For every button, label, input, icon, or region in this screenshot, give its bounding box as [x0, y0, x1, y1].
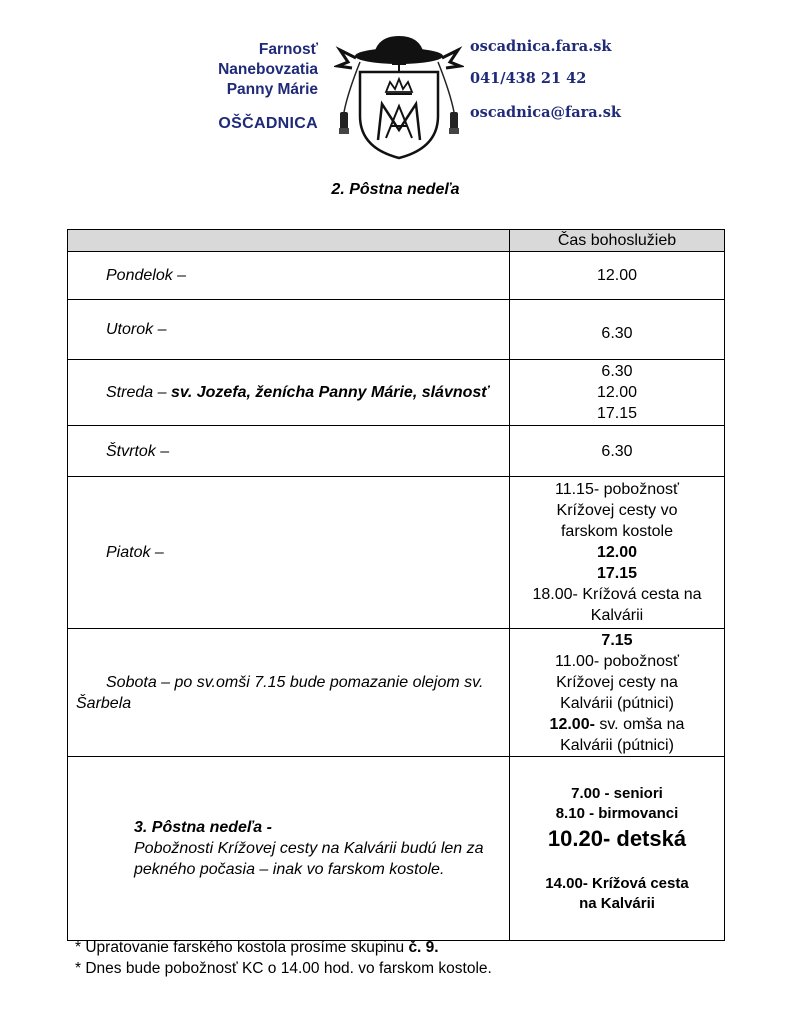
times-cell — [510, 757, 725, 941]
time-entry — [510, 714, 724, 735]
parish-name-line-1: Farnosť — [258, 41, 318, 58]
parish-contacts — [470, 38, 621, 122]
day-label: Streda – — [106, 384, 167, 401]
times-cell — [510, 300, 725, 360]
time-entry: Kalvárii (pútnici) — [560, 694, 674, 712]
times-cell — [510, 477, 725, 629]
day-cell: Piatok – — [68, 477, 510, 629]
time-entry: 12.00 — [596, 384, 638, 401]
sunday-note: Pobožnosti Krížovej cesty na Kalvárii budú len za pekného počasia – inak vo farskom kostole. — [134, 840, 484, 878]
time-entry: Krížovej cesty vo — [556, 502, 678, 519]
table-row — [68, 426, 725, 477]
time-entry: 14.00- Krížová cesta — [545, 874, 689, 892]
time-entry: 11.15- pobožnosť — [554, 481, 679, 498]
time-entry: 10.20- detská — [547, 825, 687, 851]
time-entry: farskom kostole — [560, 523, 674, 540]
times-cell — [510, 629, 725, 757]
day-cell: Utorok – — [68, 300, 510, 360]
footnotes — [75, 937, 492, 979]
day-cell: Štvrtok – — [68, 426, 510, 477]
footnote-text: * Upratovanie farského kostola prosíme skupinu — [75, 939, 409, 956]
parish-town: OŠČADNICA — [218, 115, 318, 132]
time-entry: 18.00- Krížová cesta na — [532, 586, 702, 603]
time-entry: 17.15 — [596, 565, 638, 582]
day-cell — [68, 360, 510, 426]
time-rest-part: sv. omša na — [594, 715, 685, 733]
feast-name: sv. Jozefa, ženícha Panny Márie, slávnosť — [170, 384, 489, 401]
parish-name — [150, 40, 318, 134]
phone-number: 041/438 21 42 — [470, 70, 587, 87]
parish-name-line-3: Panny Márie — [226, 81, 318, 98]
table-row — [68, 300, 725, 360]
time-entry: 12.00 — [596, 544, 638, 561]
table-row — [68, 360, 725, 426]
time-entry: 8.10 - birmovanci — [555, 804, 679, 822]
time-entry: 17.15 — [596, 405, 638, 422]
day-cell — [68, 757, 510, 941]
time-entry: Kalvárii (pútnici) — [560, 736, 674, 754]
day-cell: Sobota – po sv.omši 7.15 bude pomazanie olejom sv. Šarbela — [68, 629, 510, 757]
times-cell — [510, 426, 725, 477]
footnote-stations: * Dnes bude pobožnosť KC o 14.00 hod. vo farskom kostole. — [75, 960, 492, 977]
parish-name-line-2: Nanebovzatia — [218, 61, 318, 78]
time-entry: 11.00- pobožnosť — [554, 652, 679, 670]
page-title: 2. Pôstna nedeľa — [331, 181, 460, 198]
schedule-table — [67, 229, 725, 941]
header-cell-times: Čas bohoslužieb — [510, 230, 725, 252]
website-link[interactable]: oscadnica.fara.sk — [470, 38, 612, 55]
time-entry: 6.30 — [601, 363, 633, 380]
times-cell — [510, 252, 725, 300]
time-entry: 7.15 — [601, 631, 633, 649]
time-entry: na Kalvárii — [579, 894, 655, 912]
times-cell — [510, 360, 725, 426]
parish-coat-of-arms-icon — [334, 32, 464, 162]
day-cell: Pondelok – — [68, 252, 510, 300]
group-number: č. 9. — [408, 939, 439, 956]
table-row — [68, 477, 725, 629]
footnote-cleaning — [75, 937, 492, 958]
time-bold-part: 12.00- — [549, 715, 595, 733]
time-entry: 12.00 — [596, 267, 638, 284]
table-row — [68, 252, 725, 300]
time-entry: Kalvárii — [590, 607, 644, 624]
time-entry: 6.30 — [601, 325, 633, 342]
table-row — [68, 629, 725, 757]
table-row-sunday — [68, 757, 725, 941]
schedule-header-row — [68, 230, 725, 252]
time-entry: 6.30 — [601, 442, 633, 460]
sunday-heading: 3. Pôstna nedeľa - — [134, 819, 272, 836]
email-link[interactable]: oscadnica@fara.sk — [470, 104, 621, 121]
header-cell-day — [68, 230, 510, 252]
time-entry: Krížovej cesty na — [556, 673, 678, 691]
time-entry: 7.00 - seniori — [571, 784, 663, 802]
